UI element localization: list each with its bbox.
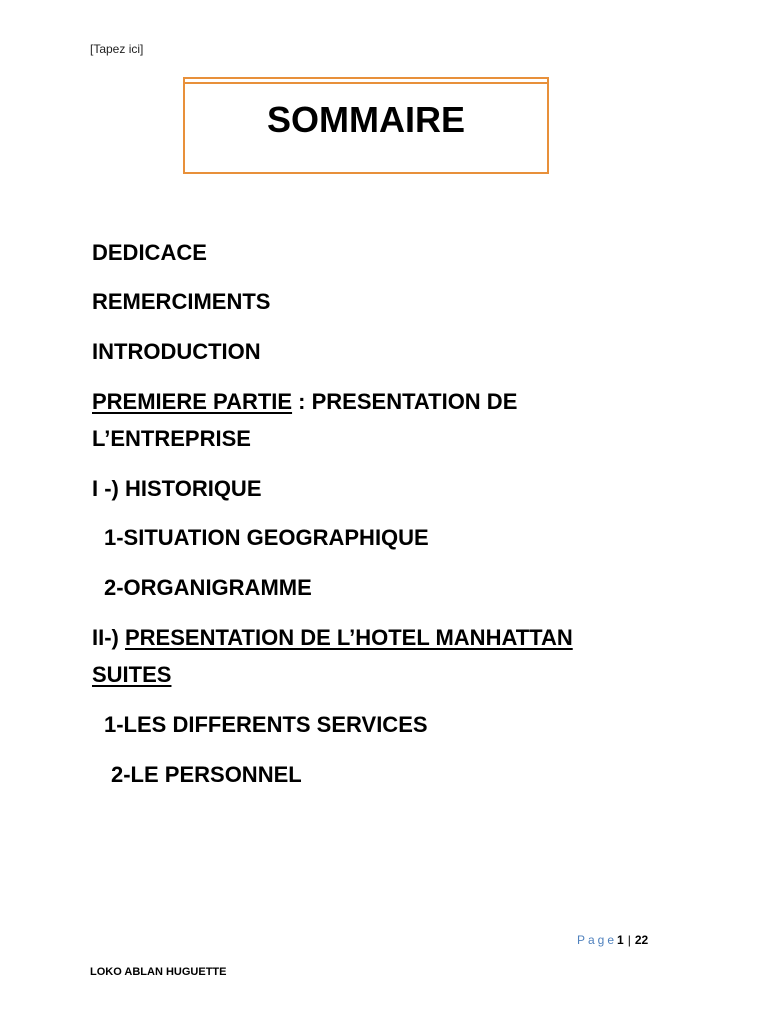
toc-dedicace: DEDICACE [92, 240, 207, 265]
page-separator: | [627, 933, 631, 947]
toc-introduction: INTRODUCTION [92, 339, 261, 364]
page-indicator [577, 933, 648, 947]
total-pages: 22 [634, 933, 649, 947]
header-placeholder: [Tapez ici] [90, 42, 144, 56]
toc-premiere-partie-rest: : PRESENTATION DE [292, 389, 518, 414]
toc-section-2-cont: SUITES [92, 662, 172, 687]
toc-premiere-partie-cont: L’ENTREPRISE [92, 426, 251, 451]
title-box [183, 77, 549, 174]
toc-organigramme: 2-ORGANIGRAMME [104, 575, 312, 600]
page-label: Page [577, 933, 618, 947]
page-title: SOMMAIRE [267, 99, 465, 140]
toc-personnel: 2-LE PERSONNEL [111, 762, 302, 787]
toc-section-2-title: PRESENTATION DE L’HOTEL MANHATTAN [125, 625, 573, 650]
toc-situation: 1-SITUATION GEOGRAPHIQUE [104, 525, 429, 550]
page-number: 1 [617, 933, 624, 947]
toc-premiere-partie [92, 389, 517, 415]
toc-premiere-partie-label: PREMIERE PARTIE [92, 389, 293, 414]
toc-remerciments: REMERCIMENTS [92, 289, 271, 314]
author-name: LOKO ABLAN HUGUETTE [90, 966, 227, 978]
toc-section-2 [92, 625, 573, 651]
toc-services: 1-LES DIFFERENTS SERVICES [104, 712, 428, 737]
toc-section-2-prefix: II-) [92, 625, 125, 650]
toc-historique: I -) HISTORIQUE [92, 476, 262, 501]
